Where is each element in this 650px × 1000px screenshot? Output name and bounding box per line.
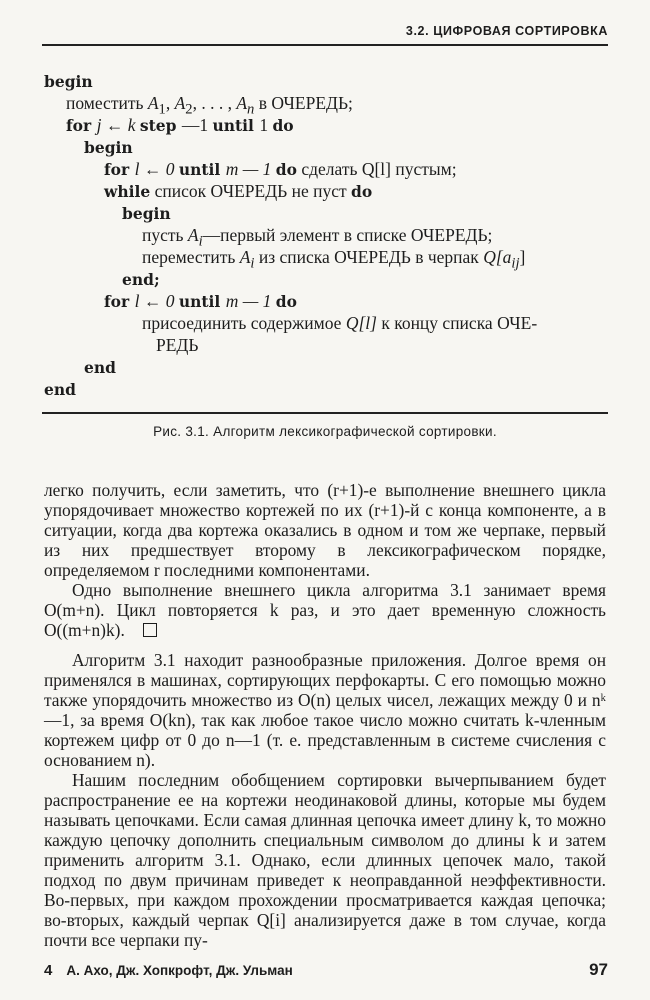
- qed-square-icon: [143, 623, 157, 637]
- algo-line-13: РЕДЬ: [156, 335, 199, 355]
- page-number: 97: [589, 960, 608, 979]
- algo-line-3: for j ← k step —1 until 1 do: [66, 115, 294, 135]
- algo-line-11: for l ← 0 until m — 1 do: [104, 291, 297, 311]
- header-rule: [42, 44, 608, 46]
- keyword-begin: begin: [44, 72, 93, 91]
- algo-line-14: end: [84, 358, 116, 377]
- algorithm-listing: [44, 70, 614, 400]
- algo-line-2: поместить $A_1$, $A_2$, . . . , $A_n$ в ОЧЕРЕДЬ;: [66, 93, 353, 118]
- running-title: 3.2. ЦИФРОВАЯ СОРТИРОВКА: [405, 24, 608, 38]
- algo-line-8: пусть $A_i—первый$ элемент в списке ОЧЕРЕДЬ;: [142, 225, 493, 250]
- algo-line-6: while список ОЧЕРЕДЬ не пуст do: [104, 181, 373, 201]
- footer-left: [44, 962, 293, 979]
- algo-line-5: for l ← 0 until m — 1 do сделать Q[l] пустым;: [104, 159, 457, 179]
- paragraph-2: Одно выполнение внешнего цикла алгоритма 3.1 занимает время O(m+n). Цикл повторяется k раз, и это дает временную сложность O((m+n)k).: [44, 580, 606, 640]
- algo-line-7: begin: [122, 204, 171, 223]
- paragraph-1: легко получить, если заметить, что (r+1)-е выполнение внешнего цикла упорядочивает множество кортежей по их (r+1)-й с конца компоненте, а в ситуации, когда два кортежа оказались в одном и том же черпаке, первый из них предшествует второму в лексикографическом порядке, определяемом r последними компонентами.: [44, 480, 606, 580]
- figure-caption: Рис. 3.1. Алгоритм лексикографической сортировки.: [153, 424, 497, 439]
- paragraph-3: Алгоритм 3.1 находит разнообразные приложения. Долгое время он применялся в машинах, сортирующих перфокарты. С его помощью можно также упорядочить множество из O(n) целых чисел, лежащих между 0 и nᵏ—1, за время O(kn), так как любое такое число можно считать k-членным кортежем цифр от 0 до n—1 (т. е. представленным в системе счисления с основанием n).: [44, 650, 606, 770]
- signature-marker: 4: [44, 962, 53, 979]
- body-text: [44, 480, 606, 950]
- algo-line-15: end: [44, 380, 76, 399]
- algo-line-1: [44, 70, 614, 92]
- algo-line-12: присоединить содержимое Q[l] к концу списка ОЧЕ-: [142, 313, 538, 333]
- algo-line-9: переместить $A_i$ из списка ОЧЕРЕДЬ в черпак $Q[a_{ij}]$: [142, 247, 526, 272]
- algo-line-10: end;: [122, 270, 160, 289]
- figure-rule: [42, 412, 608, 414]
- authors: А. Ахо, Дж. Хопкрофт, Дж. Ульман: [66, 963, 293, 978]
- paragraph-4: Нашим последним обобщением сортировки вычерпыванием будет распространение ее на кортежи неодинаковой длины, которые мы будем называть цепочками. Если самая длинная цепочка имеет длину k, то можно каждую цепочку дополнить специальным символом до длины k и затем применить алгоритм 3.1. Однако, если длинных цепочек мало, такой подход по двум причинам приведет к неоправданной неэффективности. Во-первых, при каждом прохождении просматривается каждая цепочка; во-вторых, каждый черпак Q[i] анализируется даже в том случае, когда почти все черпаки пу-: [44, 770, 606, 950]
- algo-line-4: begin: [84, 138, 133, 157]
